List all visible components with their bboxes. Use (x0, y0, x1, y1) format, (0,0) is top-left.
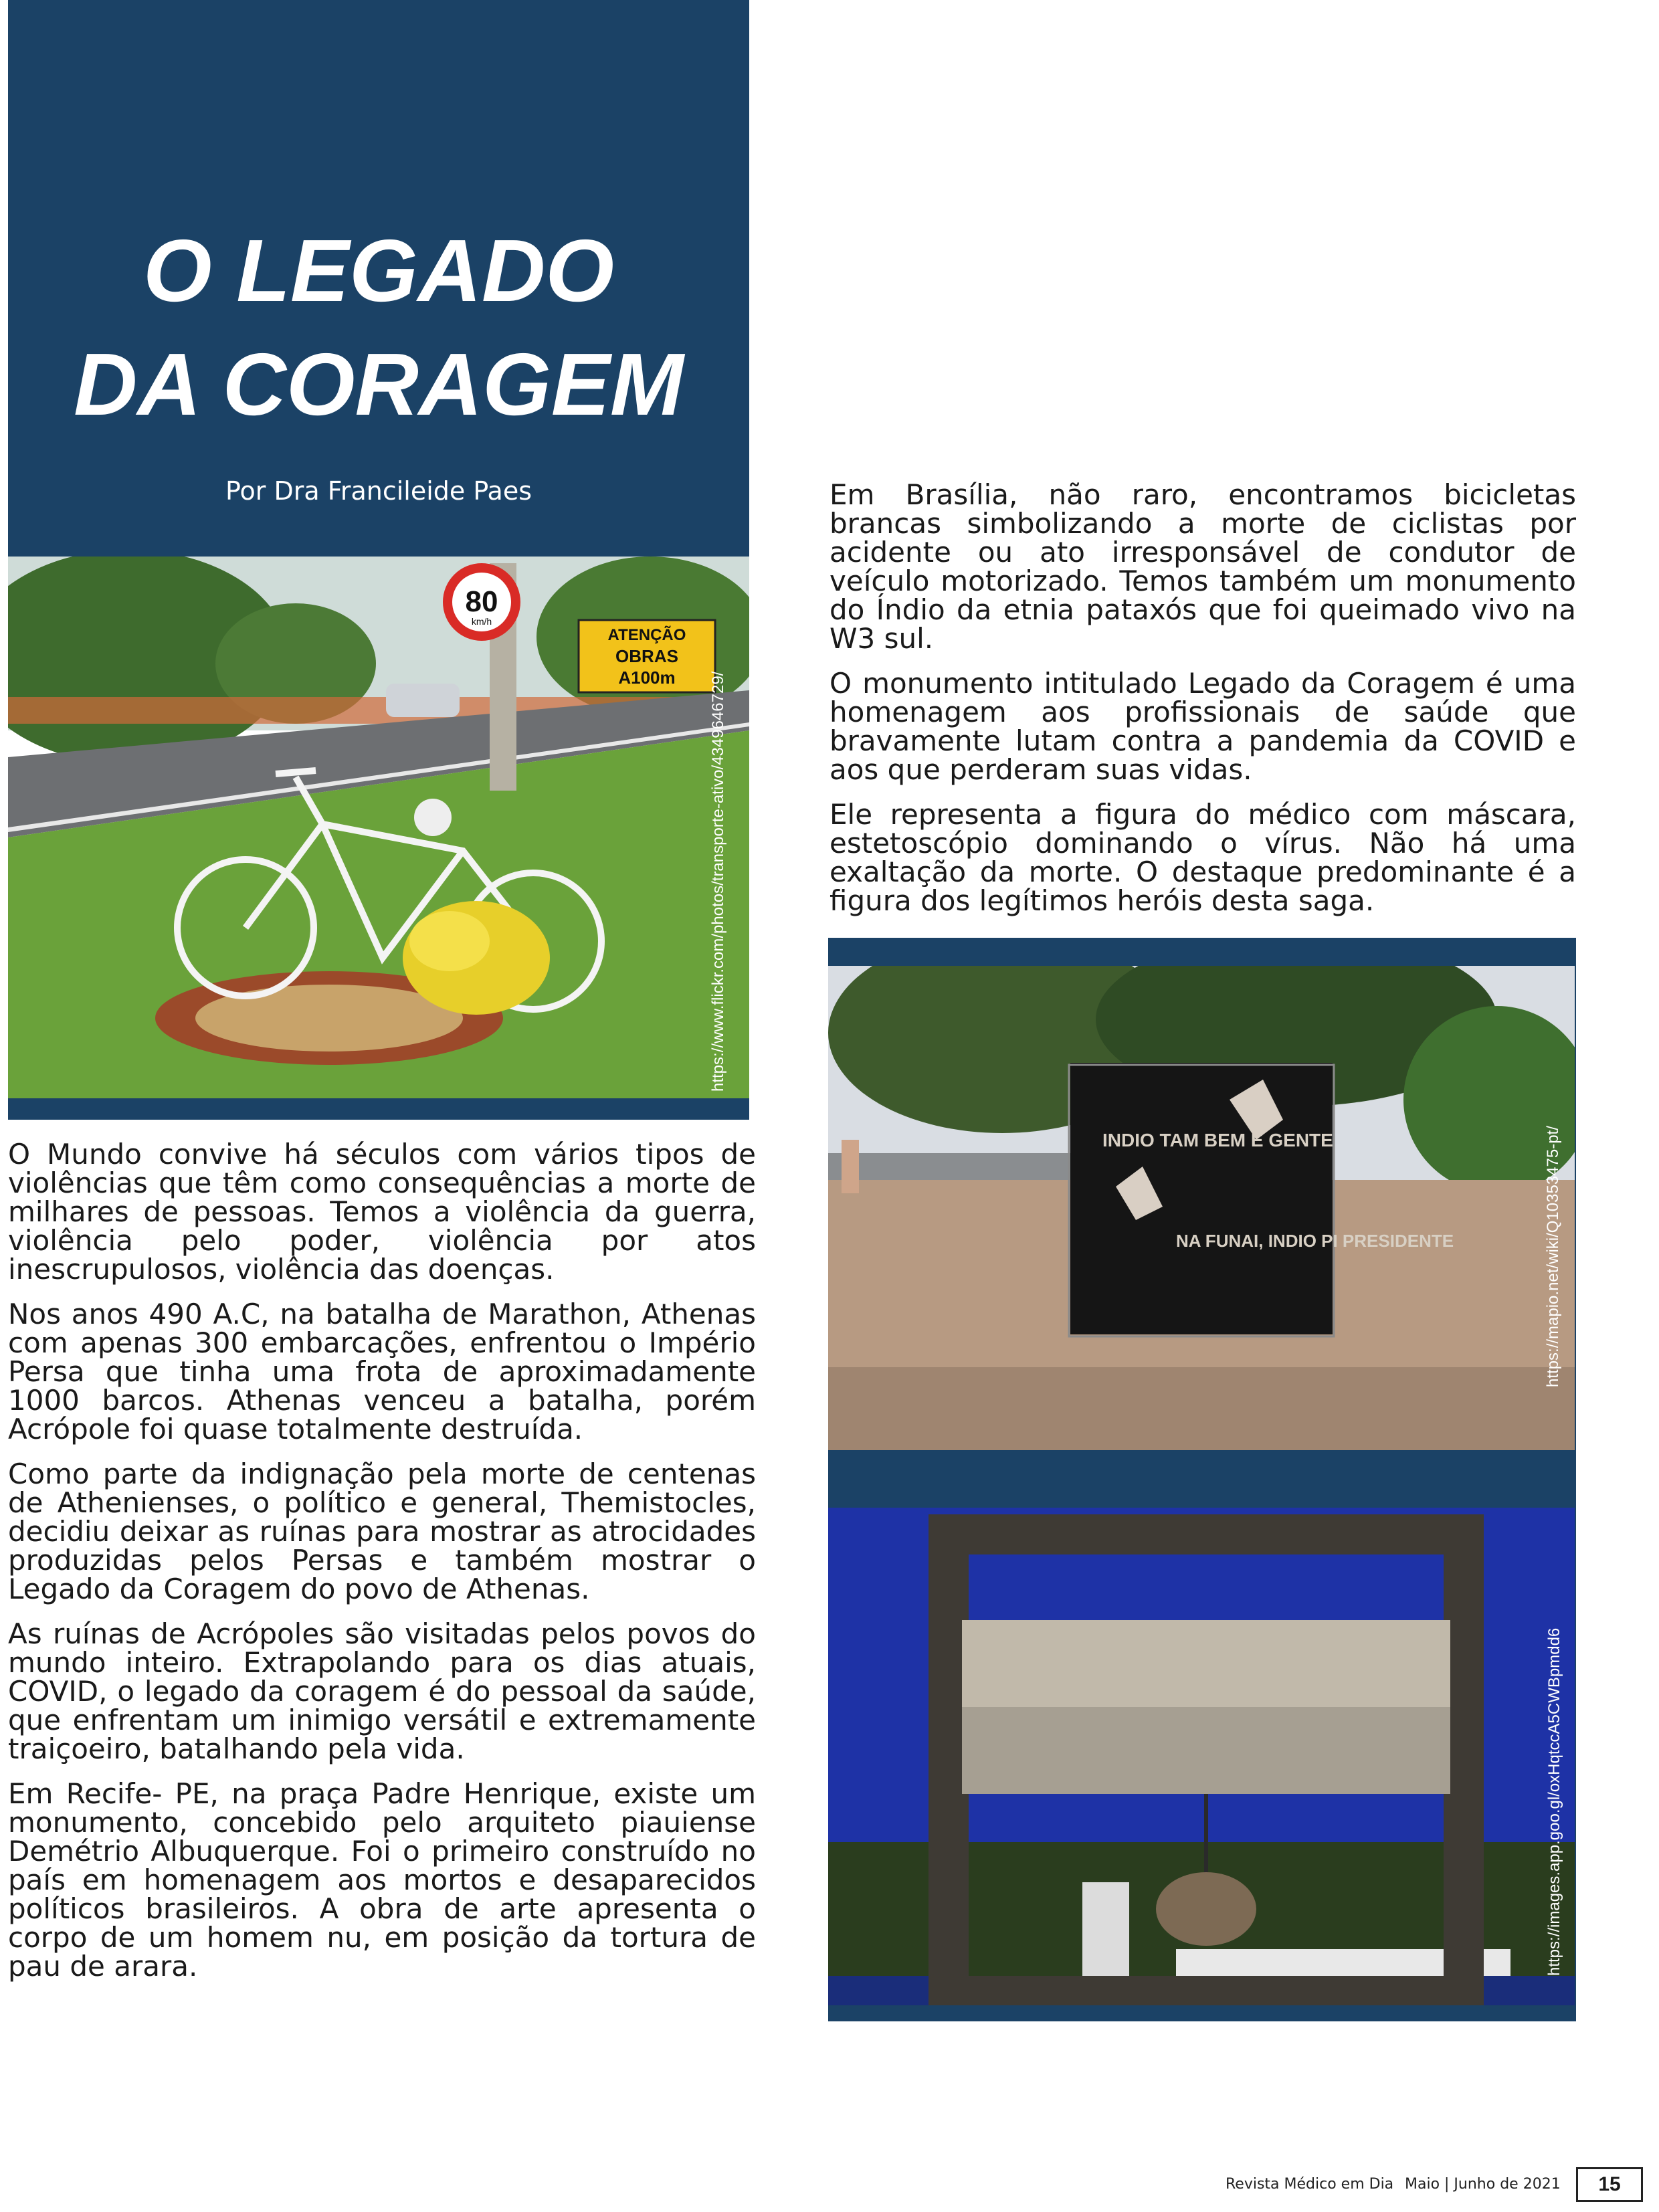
tortura-monument-photo-credit: https://images.app.goo.gl/oxHqtccA5CWBpmdd6 (1545, 1627, 1563, 1976)
left-paragraph: Em Recife- PE, na praça Padre Henrique, existe um monumento, concebido pelo arquiteto piauiense Demétrio Albuquerque. Foi o primeiro construído no país em homenagem aos mortos e desaparecidos políticos brasileiros. A obra de arte apresenta o corpo de um homem nu, em posição da tortura de pau de arara. (8, 1777, 756, 1983)
footer-magazine: Revista Médico em Dia (1226, 2176, 1394, 2193)
left-paragraph: As ruínas de Acrópoles são visitadas pelos povos do mundo inteiro. Extrapolando para os dias atuais, COVID, o legado da coragem é do pessoal da saúde, que enfrentam um inimigo versátil e extremamente traiçoeiro, batalhando pela vida. (8, 1617, 756, 1765)
tortura-monument-photo (828, 1508, 1575, 2005)
ghost-bike-photo (8, 557, 749, 1098)
right-text-column (830, 480, 1576, 931)
right-paragraph: O monumento intitulado Legado da Coragem é uma homenagem aos profissionais de saúde que bravamente lutam contra a pandemia da COVID e aos que perderam suas vidas. (830, 667, 1576, 786)
article-title-line-2: DA CORAGEM (74, 335, 684, 433)
article-title (8, 214, 749, 441)
warning-sign-line-1: ATENÇÃO (607, 626, 686, 644)
left-paragraph: Nos anos 490 A.C, na batalha de Marathon, Athenas com apenas 300 embarcações, enfrentou o Império Persa que tinha uma frota de aproximadamente 1000 barcos. Athenas venceu a batalha, porém Acrópole foi quase totalmente destruída. (8, 1298, 756, 1445)
photo-band-bottom (8, 1098, 749, 1120)
right-paragraph: Em Brasília, não raro, encontramos bicicletas brancas simbolizando a morte de ciclistas por acidente ou ato irresponsável de condutor de veículo motorizado. Temos também um monumento do Índio da etnia pataxós que foi queimado vivo na W3 sul. (830, 478, 1576, 655)
speed-sign-number: 80 (465, 585, 498, 618)
left-paragraph: O Mundo convive há séculos com vários tipos de violências que têm como consequências a morte de milhares de pessoas. Temos a violência da guerra, violência pelo poder, violência por atos inescrupulosos, violência das doenças. (8, 1138, 756, 1286)
warning-sign-line-2: OBRAS (615, 646, 678, 666)
ghost-bike-photo-credit: https://www.flickr.com/photos/transporte-ativo/4349646729/ (709, 671, 727, 1092)
page-number: 15 (1576, 2167, 1643, 2202)
indio-monument-photo-credit: https://mapio.net/wiki/Q10353475-pt/ (1544, 1126, 1562, 1387)
left-text-column (8, 1140, 756, 1997)
article-title-line-1: O LEGADO (142, 221, 615, 320)
footer-issue: Maio | Junho de 2021 (1405, 2176, 1561, 2193)
article-byline: Por Dra Francileide Paes (225, 476, 532, 506)
left-paragraph: Como parte da indignação pela morte de centenas de Athenienses, o político e general, Themistocles, decidiu deixar as ruínas para mostrar as atrocidades produzidas pelos Persas e também mostrar o Legado da Coragem do povo de Athenas. (8, 1457, 756, 1605)
indio-monument-photo (828, 966, 1575, 1450)
title-banner (8, 0, 749, 557)
right-paragraph: Ele representa a figura do médico com máscara, estetoscópio dominando o vírus. Não há uma exaltação da morte. O destaque predominante é a figura dos legítimos heróis desta saga. (830, 798, 1576, 917)
graffiti-right-text: NA FUNAI, INDIO PI PRESIDENTE (1176, 1231, 1454, 1251)
speed-sign-unit: km/h (471, 616, 492, 627)
warning-sign-line-3: A100m (618, 668, 676, 688)
graffiti-left-text: INDIO TAM BEM É GENTE (1102, 1130, 1333, 1150)
